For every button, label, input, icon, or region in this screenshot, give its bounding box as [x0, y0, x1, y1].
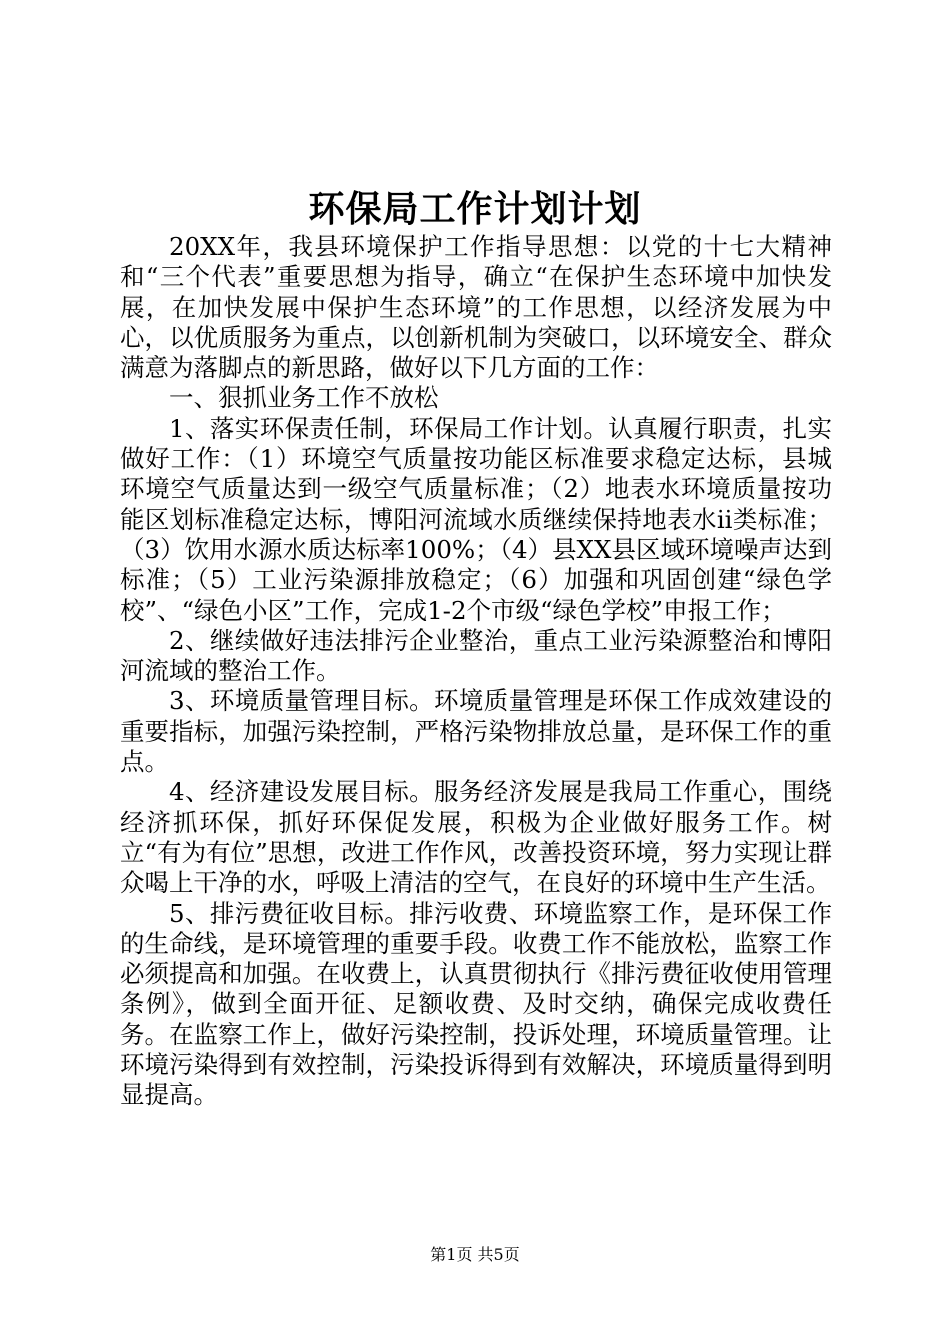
paragraph-item-3: 3、环境质量管理目标。环境质量管理是环保工作成效建设的重要指标，加强污染控制，严格污染物排放总量，是环保工作的重点。 — [120, 686, 832, 777]
paragraph-item-1: 1、落实环保责任制，环保局工作计划。认真履行职责，扎实做好工作：（1）环境空气质量按功能区标准要求稳定达标，县城环境空气质量达到一级空气质量标准；（2）地表水环境质量按功能区划标准稳定达标，博阳河流域水质继续保持地表水ii类标准；（3）饮用水源水质达标率100%；（4）县XX县区域环境噪声达到标准；（5）工业污染源排放稳定；（6）加强和巩固创建“绿色学校”、“绿色小区”工作，完成1-2个市级“绿色学校”申报工作； — [120, 413, 832, 625]
paragraph-item-5: 5、排污费征收目标。排污收费、环境监察工作，是环保工作的生命线，是环境管理的重要手段。收费工作不能放松，监察工作必须提高和加强。在收费上，认真贯彻执行《排污费征收使用管理条例》，做到全面开征、足额收费、及时交纳，确保完成收费任务。在监察工作上，做好污染控制，投诉处理，环境质量管理。让环境污染得到有效控制，污染投诉得到有效解决，环境质量得到明显提高。 — [120, 898, 832, 1110]
paragraph-item-2: 2、继续做好违法排污企业整治，重点工业污染源整治和博阳河流域的整治工作。 — [120, 625, 832, 686]
page-number-footer: 第1页 共5页 — [430, 1245, 520, 1264]
paragraph-guiding-thought: 20XX年，我县环境保护工作指导思想：以党的十七大精神和“三个代表”重要思想为指导，确立“在保护生态环境中加快发展，在加快发展中保护生态环境”的工作思想，以经济发展为中心，以优质服务为重点，以创新机制为突破口，以环境安全、群众满意为落脚点的新思路，做好以下几方面的工作： — [120, 232, 832, 383]
paragraph-item-4: 4、经济建设发展目标。服务经济发展是我局工作重心，围绕经济抓环保，抓好环保促发展，积极为企业做好服务工作。树立“有为有位”思想，改进工作作风，改善投资环境，努力实现让群众喝上干净的水，呼吸上清洁的空气，在良好的环境中生产生活。 — [120, 777, 832, 898]
page-title: 环保局工作计划计划 — [308, 188, 642, 230]
document-body — [120, 232, 832, 1111]
section-heading-1: 一、狠抓业务工作不放松 — [169, 383, 439, 413]
